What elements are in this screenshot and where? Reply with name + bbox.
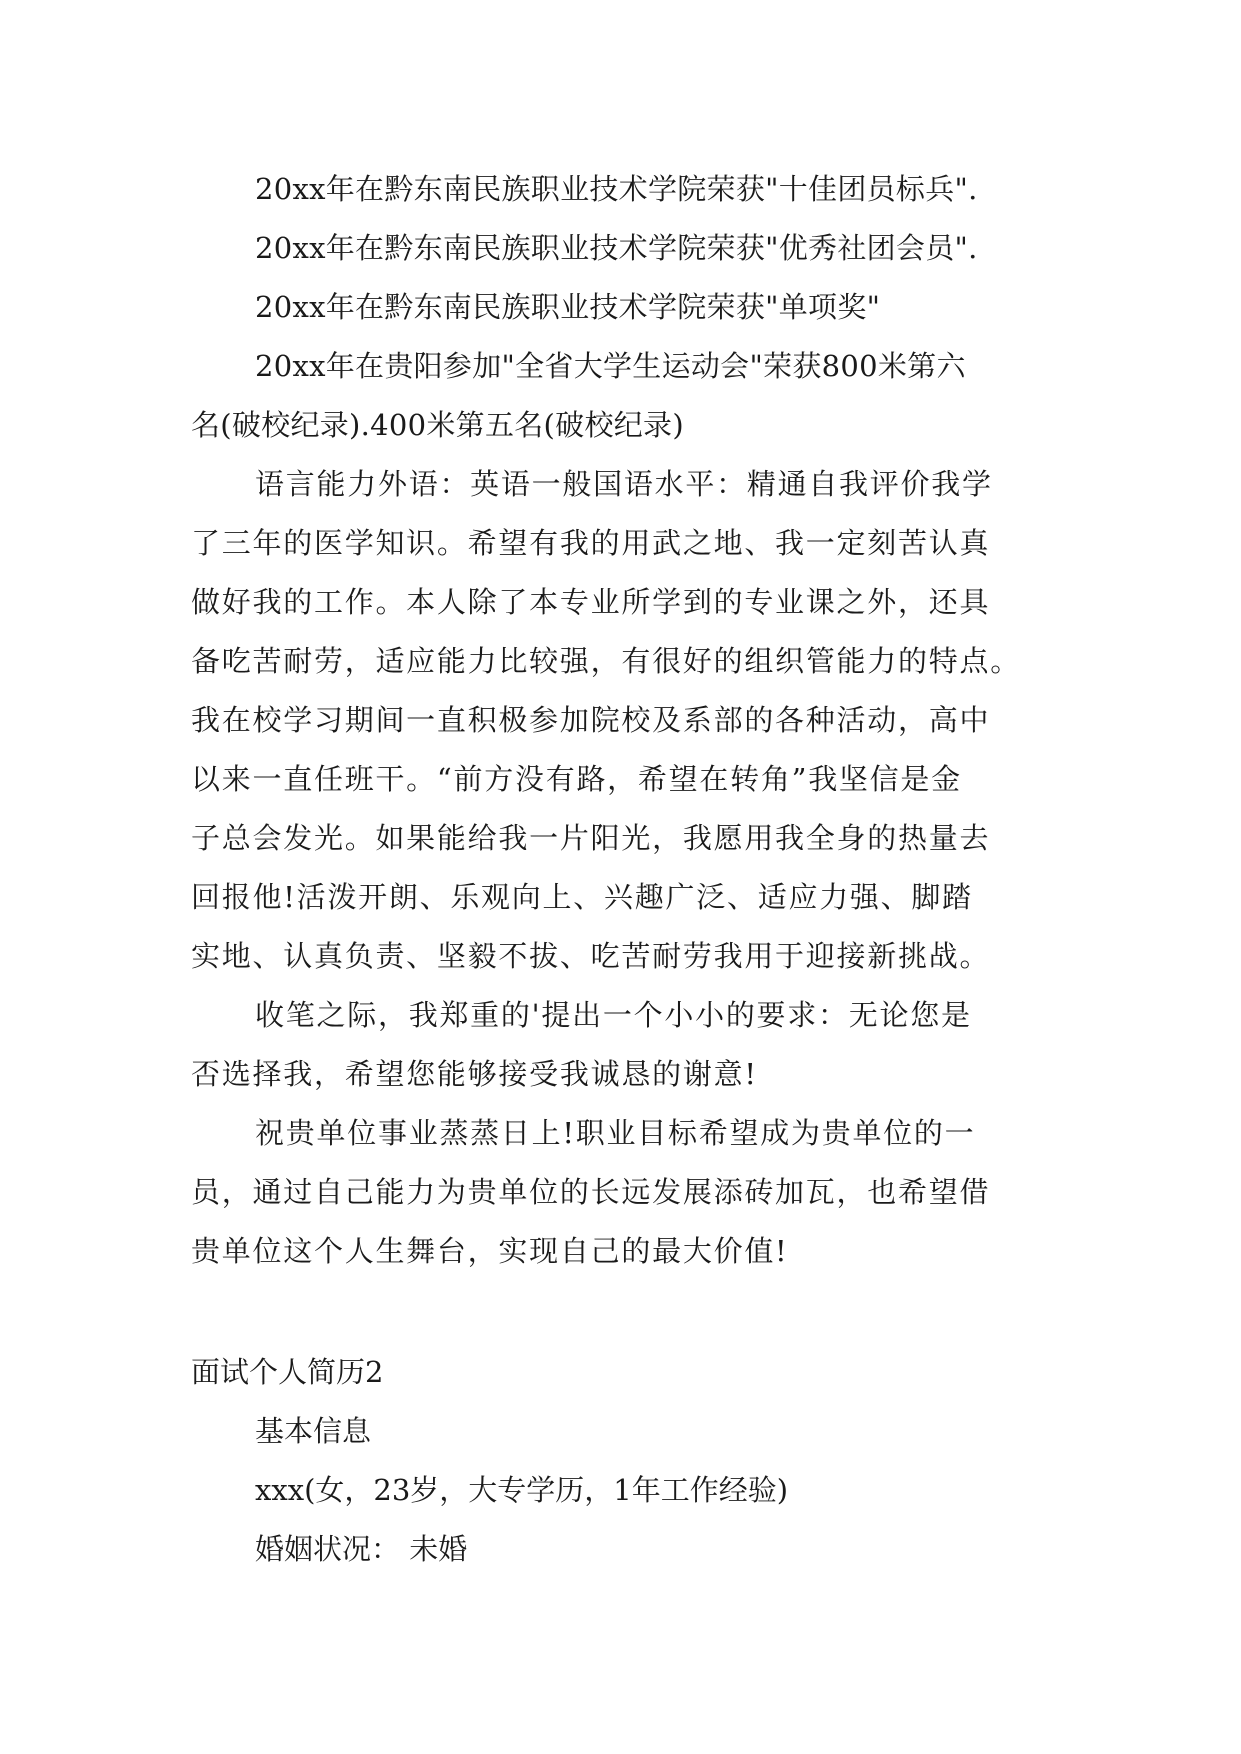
award-line-4: 20xx年在贵阳参加"全省大学生运动会"荣获800米第六 — [255, 349, 966, 383]
resume-body — [191, 160, 1051, 1579]
self-evaluation-line-2: 了三年的医学知识。希望有我的用武之地、我一定刻苦认真 — [191, 526, 991, 560]
award-line-2: 20xx年在黔东南民族职业技术学院荣获"优秀社团会员". — [255, 231, 978, 265]
award-line-1: 20xx年在黔东南民族职业技术学院荣获"十佳团员标兵". — [255, 172, 978, 206]
self-evaluation-line-6: 以来一直任班干。“前方没有路，希望在转角”我坚信是金 — [191, 762, 962, 796]
award-line-3: 20xx年在黔东南民族职业技术学院荣获"单项奖" — [255, 290, 881, 324]
section-gap — [191, 1281, 1051, 1343]
wish-line-3: 贵单位这个人生舞台，实现自己的最大价值! — [191, 1234, 789, 1268]
basic-info-heading: 基本信息 — [255, 1414, 372, 1448]
wish-line-2: 员，通过自己能力为贵单位的长远发展添砖加瓦，也希望借 — [191, 1175, 991, 1209]
self-evaluation-line-7: 子总会发光。如果能给我一片阳光，我愿用我全身的热量去 — [191, 821, 991, 855]
award-line-5: 名(破校纪录).400米第五名(破校纪录) — [191, 408, 684, 442]
self-evaluation-line-9: 实地、认真负责、坚毅不拔、吃苦耐劳我用于迎接新挑战。 — [191, 939, 991, 973]
closing-line-1: 收笔之际，我郑重的'提出一个小小的要求：无论您是 — [255, 998, 972, 1032]
self-evaluation-line-4: 备吃苦耐劳，适应能力比较强，有很好的组织管能力的特点。 — [191, 644, 1021, 678]
section-title: 面试个人简历2 — [191, 1355, 384, 1389]
person-summary: xxx(女，23岁，大专学历，1年工作经验) — [255, 1473, 789, 1507]
marital-status: 婚姻状况： 未婚 — [255, 1532, 468, 1566]
wish-line-1: 祝贵单位事业蒸蒸日上!职业目标希望成为贵单位的一 — [255, 1116, 976, 1150]
self-evaluation-line-5: 我在校学习期间一直积极参加院校及系部的各种活动，高中 — [191, 703, 991, 737]
self-evaluation-line-1: 语言能力外语：英语一般国语水平：精通自我评价我学 — [255, 467, 993, 501]
closing-line-2: 否选择我，希望您能够接受我诚恳的谢意! — [191, 1057, 758, 1091]
self-evaluation-line-8: 回报他!活泼开朗、乐观向上、兴趣广泛、适应力强、脚踏 — [191, 880, 973, 914]
self-evaluation-line-3: 做好我的工作。本人除了本专业所学到的专业课之外，还具 — [191, 585, 991, 619]
